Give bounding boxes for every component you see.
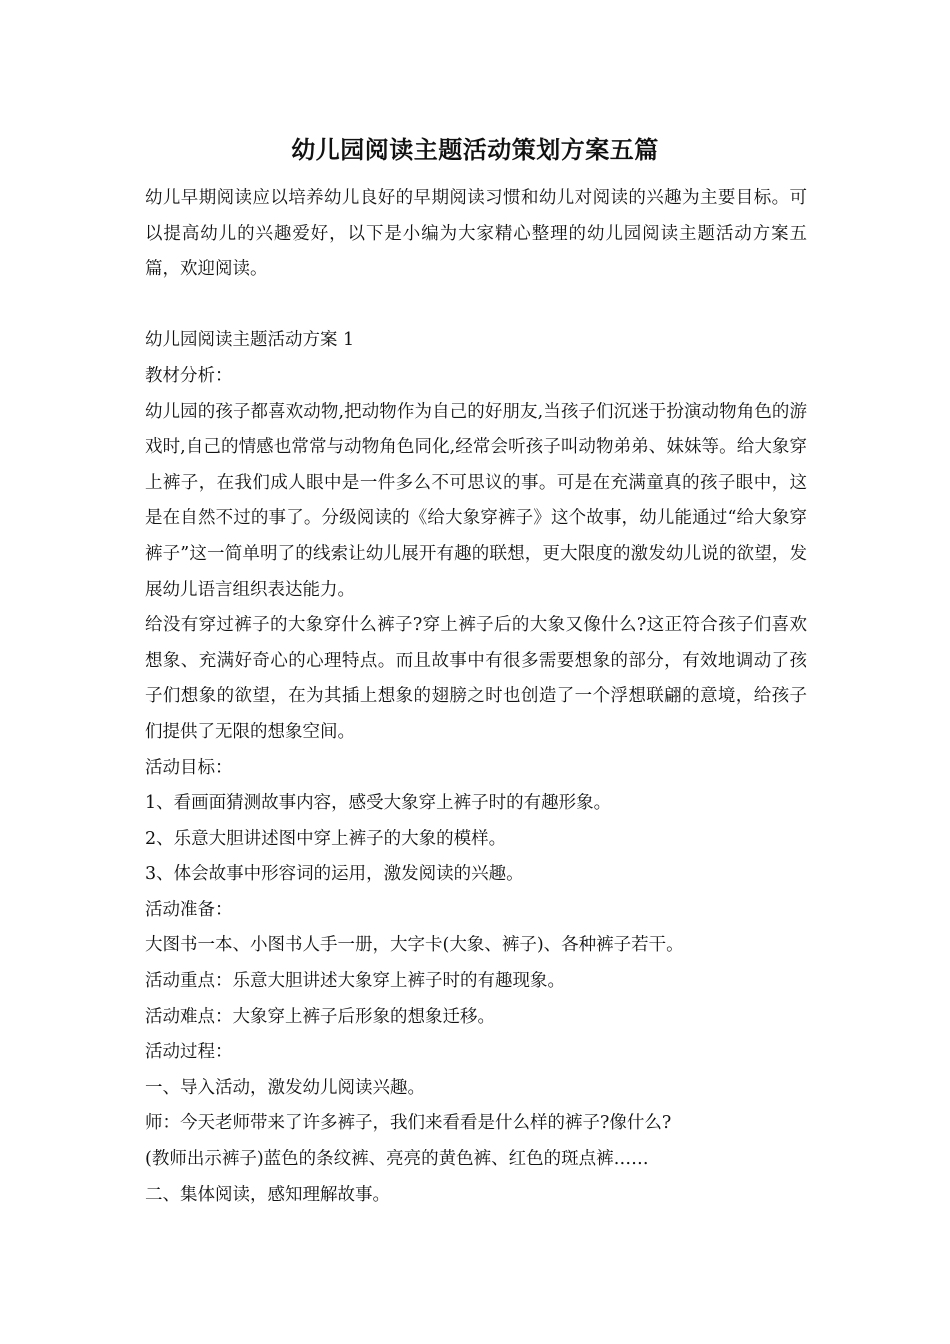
process-step-1-teacher: 师：今天老师带来了许多裤子，我们来看看是什么样的裤子?像什么? <box>145 1113 672 1134</box>
difficulty-text: 活动难点：大象穿上裤子后形象的想象迁移。 <box>145 1006 495 1027</box>
document-body <box>145 181 807 1213</box>
process-step-2: 二、集体阅读，感知理解故事。 <box>145 1184 390 1205</box>
process-step-1-show: (教师出示裤子)蓝色的条纹裤、亮亮的黄色裤、红色的斑点裤…… <box>145 1149 649 1170</box>
section-heading: 幼儿园阅读主题活动方案 1 <box>145 330 355 351</box>
goals-label: 活动目标： <box>145 757 233 778</box>
goal-item-1: 1、看画面猜测故事内容，感受大象穿上裤子时的有趣形象。 <box>145 793 612 814</box>
analysis-paragraph-1: 幼儿园的孩子都喜欢动物,把动物作为自己的好朋友,当孩子们沉迷于扮演动物角色的游戏时,自己的情感也常常与动物角色同化,经常会听孩子叫动物弟弟、妹妹等。给大象穿上裤子，在我们成人眼中是一件多么不可思议的事。可是在充满童真的孩子眼中，这是在自然不过的事了。分级阅读的《给大象穿裤子》这个故事，幼儿能通过“给大象穿裤子”这一简单明了的线索让幼儿展开有趣的联想，更大限度的激发幼儿说的欲望，发展幼儿语言组织表达能力。 <box>145 401 807 600</box>
key-point-text: 活动重点：乐意大胆讲述大象穿上裤子时的有趣现象。 <box>145 971 565 992</box>
analysis-paragraph-2: 给没有穿过裤子的大象穿什么裤子?穿上裤子后的大象又像什么?这正符合孩子们喜欢想象、充满好奇心的心理特点。而且故事中有很多需要想象的部分，有效地调动了孩子们想象的欲望，在为其插上想象的翅膀之时也创造了一个浮想联翩的意境，给孩子们提供了无限的想象空间。 <box>145 615 807 742</box>
goal-item-3: 3、体会故事中形容词的运用，激发阅读的兴趣。 <box>145 864 524 885</box>
analysis-label: 教材分析： <box>145 365 233 386</box>
preparation-text: 大图书一本、小图书人手一册，大字卡(大象、裤子)、各种裤子若干。 <box>145 935 684 956</box>
process-step-1: 一、导入活动，激发幼儿阅读兴趣。 <box>145 1077 425 1098</box>
intro-paragraph: 幼儿早期阅读应以培养幼儿良好的早期阅读习惯和幼儿对阅读的兴趣为主要目标。可以提高幼儿的兴趣爱好，以下是小编为大家精心整理的幼儿园阅读主题活动方案五篇，欢迎阅读。 <box>145 188 807 280</box>
document-title: 幼儿园阅读主题活动策划方案五篇 <box>291 135 659 164</box>
process-label: 活动过程： <box>145 1042 233 1063</box>
preparation-label: 活动准备： <box>145 899 233 920</box>
goal-item-2: 2、乐意大胆讲述图中穿上裤子的大象的模样。 <box>145 828 507 849</box>
